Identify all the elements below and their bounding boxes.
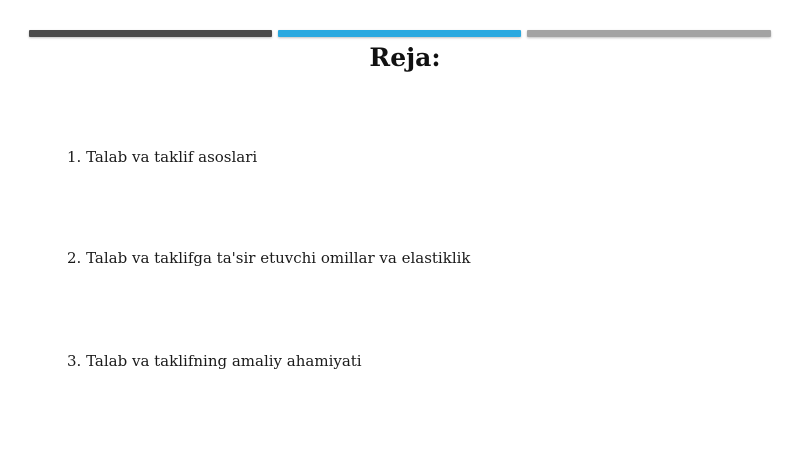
plan-item: 3. Talab va taklifning amaliy ahamiyati [67,352,362,370]
plan-item: 2. Talab va taklifga ta'sir etuvchi omillar va elastiklik [67,249,471,267]
slide-title: Reja: [369,43,441,72]
accent-bar-blue [278,30,521,37]
accent-bar-dark [29,30,272,37]
plan-item: 1. Talab va taklif asoslari [67,148,258,166]
accent-bar-gray [527,30,771,37]
